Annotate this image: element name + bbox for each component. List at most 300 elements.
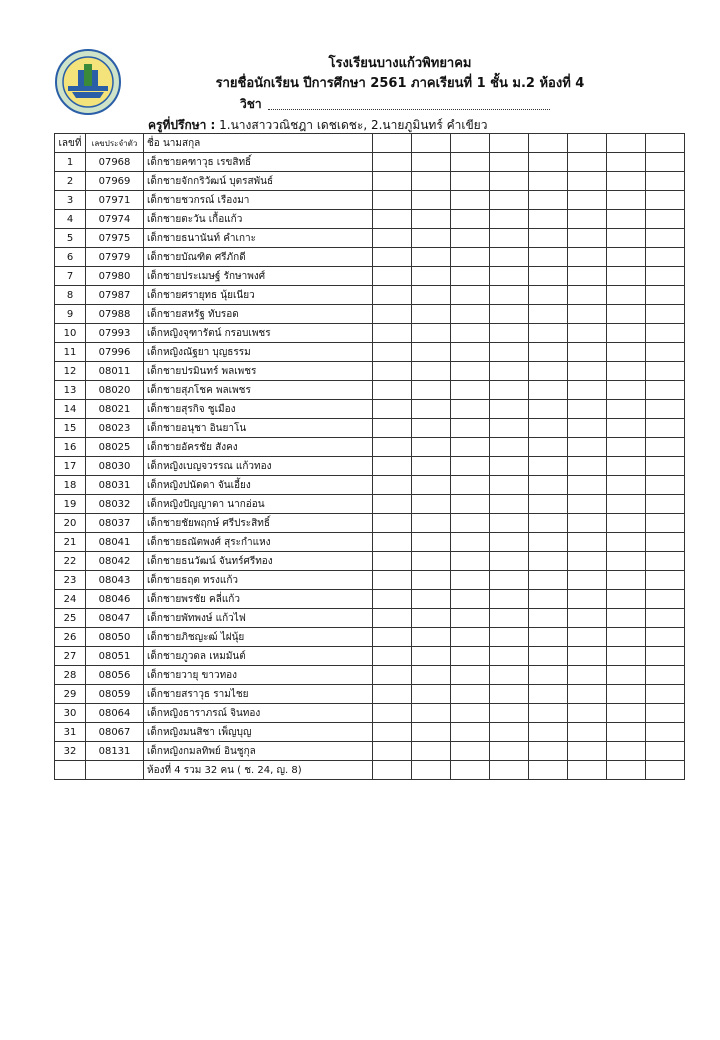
blank-cell <box>568 267 607 286</box>
blank-cell <box>568 362 607 381</box>
blank-cell <box>412 438 451 457</box>
blank-cell <box>646 457 685 476</box>
table-row <box>55 343 685 362</box>
blank-cell <box>373 362 412 381</box>
student-id: 08059 <box>86 685 144 704</box>
blank-cell <box>568 533 607 552</box>
summary-blank <box>607 761 646 780</box>
student-name: เด็กชายคฑาวุธ เรขสิทธิ์ <box>144 153 373 172</box>
student-id: 07993 <box>86 324 144 343</box>
blank-cell <box>529 419 568 438</box>
blank-cell <box>451 229 490 248</box>
student-name: เด็กหญิงมนสิชา เพ็ญบุญ <box>144 723 373 742</box>
blank-cell <box>373 704 412 723</box>
blank-cell <box>451 704 490 723</box>
blank-cell <box>373 267 412 286</box>
blank-cell <box>412 590 451 609</box>
table-row <box>55 248 685 267</box>
blank-cell <box>646 419 685 438</box>
blank-cell <box>646 704 685 723</box>
blank-cell <box>373 153 412 172</box>
student-name: เด็กชายประเมษฐ์ รักษาพงศ์ <box>144 267 373 286</box>
row-number: 23 <box>55 571 86 590</box>
table-row <box>55 286 685 305</box>
advisor-names: 1.นางสาววณิชฎา เดชเดชะ, 2.นายภูมินทร์ คำเขียว <box>215 118 488 132</box>
subject-blank <box>268 99 550 110</box>
blank-cell <box>490 685 529 704</box>
blank-cell <box>568 172 607 191</box>
blank-cell <box>646 495 685 514</box>
row-number: 12 <box>55 362 86 381</box>
blank-cell <box>646 153 685 172</box>
blank-cell <box>646 514 685 533</box>
blank-cell <box>490 343 529 362</box>
blank-cell <box>451 457 490 476</box>
school-name: โรงเรียนบางแก้วพิทยาคม <box>328 56 472 71</box>
student-id: 08067 <box>86 723 144 742</box>
student-id: 08047 <box>86 609 144 628</box>
table-row <box>55 590 685 609</box>
blank-cell <box>646 210 685 229</box>
student-id: 08050 <box>86 628 144 647</box>
blank-cell <box>373 248 412 267</box>
blank-cell <box>373 210 412 229</box>
table-row <box>55 514 685 533</box>
row-number: 18 <box>55 476 86 495</box>
list-title: รายชื่อนักเรียน ปีการศึกษา 2561 ภาคเรียนที่ 1 ชั้น ม.2 ห้องที่ 4 <box>215 76 585 91</box>
blank-cell <box>607 571 646 590</box>
blank-cell <box>568 457 607 476</box>
blank-cell <box>529 305 568 324</box>
blank-cell <box>646 552 685 571</box>
table-row <box>55 723 685 742</box>
blank-cell <box>451 628 490 647</box>
student-id: 08042 <box>86 552 144 571</box>
row-number: 31 <box>55 723 86 742</box>
blank-cell <box>607 419 646 438</box>
blank-cell <box>646 229 685 248</box>
summary-blank <box>86 761 144 780</box>
blank-col <box>529 134 568 153</box>
row-number: 2 <box>55 172 86 191</box>
blank-cell <box>451 590 490 609</box>
blank-cell <box>490 153 529 172</box>
blank-cell <box>568 229 607 248</box>
blank-cell <box>529 666 568 685</box>
student-name: เด็กหญิงเบญจวรรณ แก้วทอง <box>144 457 373 476</box>
summary-blank <box>412 761 451 780</box>
table-row <box>55 229 685 248</box>
blank-cell <box>412 571 451 590</box>
table-header-row <box>55 134 685 153</box>
blank-cell <box>607 172 646 191</box>
blank-col <box>646 134 685 153</box>
student-id: 07969 <box>86 172 144 191</box>
blank-cell <box>646 628 685 647</box>
blank-cell <box>568 704 607 723</box>
blank-cell <box>451 267 490 286</box>
blank-cell <box>490 704 529 723</box>
summary-blank <box>568 761 607 780</box>
blank-cell <box>373 495 412 514</box>
blank-cell <box>529 571 568 590</box>
blank-cell <box>373 723 412 742</box>
blank-cell <box>529 590 568 609</box>
blank-cell <box>529 628 568 647</box>
student-id: 08064 <box>86 704 144 723</box>
blank-cell <box>490 647 529 666</box>
student-name: เด็กชายอัครชัย สังคง <box>144 438 373 457</box>
summary-blank <box>646 761 685 780</box>
student-name: เด็กหญิงปนัดดา จันเอี้ยง <box>144 476 373 495</box>
blank-cell <box>607 742 646 761</box>
roster-body <box>55 153 685 761</box>
table-row <box>55 324 685 343</box>
row-number: 7 <box>55 267 86 286</box>
blank-cell <box>529 210 568 229</box>
blank-cell <box>529 609 568 628</box>
blank-cell <box>490 419 529 438</box>
blank-cell <box>490 267 529 286</box>
table-row <box>55 647 685 666</box>
student-id: 08037 <box>86 514 144 533</box>
blank-cell <box>373 647 412 666</box>
blank-cell <box>529 723 568 742</box>
blank-cell <box>529 343 568 362</box>
blank-cell <box>529 457 568 476</box>
blank-cell <box>373 685 412 704</box>
blank-cell <box>607 533 646 552</box>
blank-cell <box>568 685 607 704</box>
blank-col <box>568 134 607 153</box>
student-roster-table <box>54 133 685 780</box>
blank-cell <box>373 191 412 210</box>
row-number: 6 <box>55 248 86 267</box>
row-number: 13 <box>55 381 86 400</box>
blank-cell <box>451 533 490 552</box>
blank-cell <box>373 381 412 400</box>
blank-cell <box>568 286 607 305</box>
advisor-label: ครูที่ปรึกษา : <box>148 118 216 132</box>
blank-cell <box>568 343 607 362</box>
student-id: 08031 <box>86 476 144 495</box>
blank-cell <box>646 286 685 305</box>
blank-cell <box>451 419 490 438</box>
summary-blank <box>529 761 568 780</box>
blank-cell <box>607 153 646 172</box>
blank-cell <box>607 723 646 742</box>
blank-cell <box>607 248 646 267</box>
row-number: 21 <box>55 533 86 552</box>
student-name: เด็กชายวายุ ขาวทอง <box>144 666 373 685</box>
blank-cell <box>529 153 568 172</box>
row-number: 10 <box>55 324 86 343</box>
blank-cell <box>412 153 451 172</box>
blank-cell <box>568 191 607 210</box>
blank-cell <box>607 685 646 704</box>
blank-cell <box>373 590 412 609</box>
blank-cell <box>646 191 685 210</box>
col-header-name: ชื่อ นามสกุล <box>144 134 373 153</box>
blank-cell <box>646 267 685 286</box>
table-row <box>55 666 685 685</box>
blank-cell <box>451 324 490 343</box>
blank-cell <box>451 248 490 267</box>
blank-cell <box>451 191 490 210</box>
blank-cell <box>412 400 451 419</box>
student-name: เด็กชายสราวุธ รามไชย <box>144 685 373 704</box>
blank-cell <box>607 476 646 495</box>
blank-cell <box>568 723 607 742</box>
blank-cell <box>412 609 451 628</box>
blank-cell <box>412 533 451 552</box>
student-name: เด็กชายพัทพงษ์ แก้วไฟ <box>144 609 373 628</box>
student-name: เด็กชายปรมินทร์ พลเพชร <box>144 362 373 381</box>
student-name: เด็กชายภิชญะฒ์ ไฝนุ้ย <box>144 628 373 647</box>
blank-cell <box>607 362 646 381</box>
student-id: 08043 <box>86 571 144 590</box>
summary-blank <box>451 761 490 780</box>
table-row <box>55 628 685 647</box>
blank-cell <box>451 666 490 685</box>
blank-cell <box>373 666 412 685</box>
blank-cell <box>607 552 646 571</box>
row-number: 22 <box>55 552 86 571</box>
table-row <box>55 552 685 571</box>
student-name: เด็กชายพรชัย คลี่แก้ว <box>144 590 373 609</box>
student-id: 07971 <box>86 191 144 210</box>
blank-cell <box>412 343 451 362</box>
student-id: 07968 <box>86 153 144 172</box>
blank-cell <box>412 267 451 286</box>
blank-cell <box>568 609 607 628</box>
table-row <box>55 438 685 457</box>
table-row <box>55 495 685 514</box>
blank-cell <box>451 476 490 495</box>
blank-col <box>373 134 412 153</box>
blank-cell <box>412 286 451 305</box>
student-id: 08011 <box>86 362 144 381</box>
blank-cell <box>568 628 607 647</box>
student-name: เด็กหญิงจุฑารัตน์ กรอบเพชร <box>144 324 373 343</box>
blank-cell <box>607 286 646 305</box>
blank-cell <box>373 286 412 305</box>
row-number: 25 <box>55 609 86 628</box>
blank-cell <box>646 400 685 419</box>
student-name: เด็กหญิงกมลทิพย์ อินชูกุล <box>144 742 373 761</box>
table-row <box>55 457 685 476</box>
blank-cell <box>373 324 412 343</box>
row-number: 24 <box>55 590 86 609</box>
blank-cell <box>412 628 451 647</box>
blank-cell <box>373 609 412 628</box>
blank-cell <box>412 666 451 685</box>
blank-cell <box>412 172 451 191</box>
blank-cell <box>568 381 607 400</box>
blank-cell <box>451 438 490 457</box>
blank-cell <box>490 533 529 552</box>
blank-cell <box>373 571 412 590</box>
row-number: 5 <box>55 229 86 248</box>
blank-cell <box>373 172 412 191</box>
blank-col <box>451 134 490 153</box>
blank-cell <box>451 514 490 533</box>
blank-cell <box>568 419 607 438</box>
table-row <box>55 305 685 324</box>
row-number: 15 <box>55 419 86 438</box>
blank-cell <box>490 628 529 647</box>
blank-cell <box>646 609 685 628</box>
student-name: เด็กชายธฤต ทรงแก้ว <box>144 571 373 590</box>
table-row <box>55 400 685 419</box>
blank-cell <box>568 248 607 267</box>
blank-cell <box>607 343 646 362</box>
blank-cell <box>607 324 646 343</box>
row-number: 9 <box>55 305 86 324</box>
blank-cell <box>490 172 529 191</box>
blank-cell <box>646 362 685 381</box>
blank-cell <box>646 324 685 343</box>
row-number: 11 <box>55 343 86 362</box>
table-row <box>55 191 685 210</box>
blank-cell <box>412 362 451 381</box>
blank-cell <box>373 457 412 476</box>
blank-cell <box>646 248 685 267</box>
blank-cell <box>412 457 451 476</box>
student-id: 07979 <box>86 248 144 267</box>
blank-cell <box>646 723 685 742</box>
student-name: เด็กหญิงณัฐยา บุญธรรม <box>144 343 373 362</box>
blank-cell <box>490 229 529 248</box>
blank-cell <box>373 229 412 248</box>
blank-cell <box>490 742 529 761</box>
blank-cell <box>646 343 685 362</box>
subject-label: วิชา <box>240 97 262 111</box>
blank-cell <box>490 324 529 343</box>
blank-col <box>490 134 529 153</box>
blank-cell <box>529 647 568 666</box>
student-name: เด็กหญิงธาราภรณ์ จินทอง <box>144 704 373 723</box>
table-row <box>55 210 685 229</box>
summary-text: ห้องที่ 4 รวม 32 คน ( ช. 24, ญ. 8) <box>144 761 373 780</box>
blank-cell <box>529 438 568 457</box>
blank-cell <box>412 552 451 571</box>
blank-cell <box>568 647 607 666</box>
blank-cell <box>451 552 490 571</box>
blank-cell <box>529 400 568 419</box>
blank-cell <box>412 742 451 761</box>
blank-cell <box>646 476 685 495</box>
blank-cell <box>451 571 490 590</box>
blank-cell <box>568 666 607 685</box>
blank-cell <box>529 191 568 210</box>
blank-cell <box>568 400 607 419</box>
blank-cell <box>412 248 451 267</box>
blank-cell <box>607 229 646 248</box>
table-row <box>55 267 685 286</box>
blank-cell <box>373 476 412 495</box>
table-row <box>55 685 685 704</box>
blank-cell <box>490 495 529 514</box>
table-row <box>55 533 685 552</box>
row-number: 17 <box>55 457 86 476</box>
blank-cell <box>451 210 490 229</box>
table-row <box>55 742 685 761</box>
blank-cell <box>529 704 568 723</box>
blank-cell <box>607 438 646 457</box>
row-number: 4 <box>55 210 86 229</box>
blank-cell <box>529 742 568 761</box>
student-id: 08046 <box>86 590 144 609</box>
student-id: 07974 <box>86 210 144 229</box>
blank-cell <box>373 400 412 419</box>
col-header-no: เลขที่ <box>55 134 86 153</box>
row-number: 28 <box>55 666 86 685</box>
blank-cell <box>568 495 607 514</box>
blank-cell <box>451 495 490 514</box>
blank-cell <box>646 666 685 685</box>
blank-cell <box>568 742 607 761</box>
blank-cell <box>373 343 412 362</box>
student-name: เด็กหญิงปัญญาดา นากอ่อน <box>144 495 373 514</box>
blank-cell <box>607 628 646 647</box>
student-name: เด็กชายศรายุทธ นุ้ยเนียว <box>144 286 373 305</box>
row-number: 30 <box>55 704 86 723</box>
blank-cell <box>568 210 607 229</box>
blank-cell <box>646 685 685 704</box>
blank-cell <box>451 381 490 400</box>
blank-cell <box>373 742 412 761</box>
blank-cell <box>412 476 451 495</box>
blank-cell <box>412 685 451 704</box>
blank-cell <box>607 704 646 723</box>
row-number: 3 <box>55 191 86 210</box>
row-number: 1 <box>55 153 86 172</box>
blank-cell <box>373 438 412 457</box>
student-id: 08021 <box>86 400 144 419</box>
blank-cell <box>451 305 490 324</box>
blank-cell <box>373 305 412 324</box>
blank-cell <box>373 533 412 552</box>
student-name: เด็กชายบัณฑิต ศรีภักดี <box>144 248 373 267</box>
blank-cell <box>490 210 529 229</box>
blank-cell <box>451 286 490 305</box>
blank-cell <box>646 742 685 761</box>
blank-cell <box>529 685 568 704</box>
blank-cell <box>490 590 529 609</box>
blank-cell <box>490 248 529 267</box>
blank-cell <box>607 647 646 666</box>
row-number: 14 <box>55 400 86 419</box>
blank-cell <box>607 666 646 685</box>
blank-cell <box>490 514 529 533</box>
row-number: 32 <box>55 742 86 761</box>
blank-cell <box>529 514 568 533</box>
blank-cell <box>607 381 646 400</box>
row-number: 20 <box>55 514 86 533</box>
blank-cell <box>529 172 568 191</box>
blank-cell <box>607 609 646 628</box>
blank-cell <box>451 609 490 628</box>
table-row <box>55 609 685 628</box>
blank-cell <box>490 191 529 210</box>
blank-cell <box>451 647 490 666</box>
row-number: 26 <box>55 628 86 647</box>
student-id: 08032 <box>86 495 144 514</box>
blank-cell <box>568 514 607 533</box>
summary-blank <box>490 761 529 780</box>
blank-cell <box>412 210 451 229</box>
